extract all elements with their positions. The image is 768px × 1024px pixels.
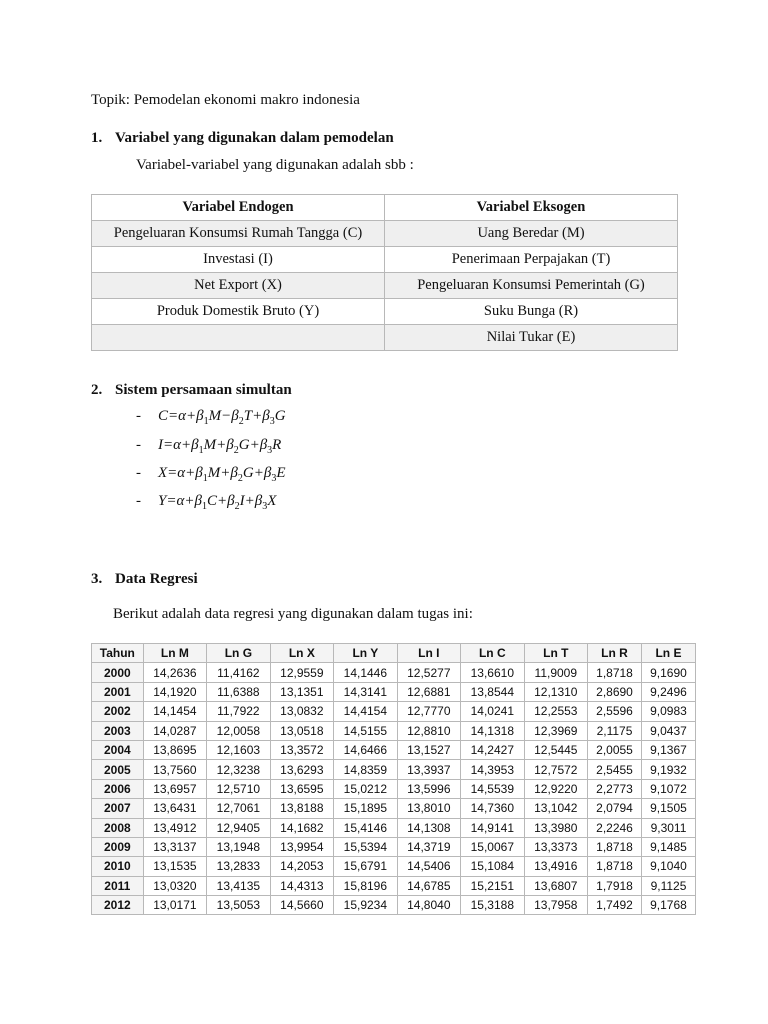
value-cell: 14,3141 [334,682,397,701]
value-cell: 14,4154 [334,702,397,721]
value-cell: 13,7958 [524,896,587,915]
header-tahun: Tahun [92,644,144,663]
table-row [92,682,696,701]
value-cell: 14,1308 [397,818,460,837]
bullet-dash: - [136,465,141,481]
header-column: Ln C [461,644,524,663]
year-cell: 2001 [92,682,144,701]
year-cell: 2002 [92,702,144,721]
value-cell: 2,8690 [588,682,642,701]
value-cell: 13,6293 [270,760,333,779]
value-cell: 14,2053 [270,857,333,876]
value-cell: 13,6595 [270,779,333,798]
eksogen-cell: Nilai Tukar (E) [385,325,678,351]
section-2-number: 2. [91,382,103,398]
value-cell: 14,5155 [334,721,397,740]
table-row [92,702,696,721]
value-cell: 14,0241 [461,702,524,721]
variables-table [91,194,678,351]
section-1-intro: Variabel-variabel yang digunakan adalah sbb : [136,157,414,173]
value-cell: 13,1948 [207,837,270,856]
year-cell: 2006 [92,779,144,798]
year-cell: 2011 [92,876,144,895]
value-cell: 9,1768 [641,896,695,915]
value-cell: 12,1310 [524,682,587,701]
year-cell: 2005 [92,760,144,779]
table-row [92,799,696,818]
table-row [92,760,696,779]
value-cell: 2,5596 [588,702,642,721]
value-cell: 2,0794 [588,799,642,818]
value-cell: 14,2636 [143,663,206,682]
table-row [92,299,678,325]
header-column: Ln X [270,644,333,663]
value-cell: 2,1175 [588,721,642,740]
endogen-cell: Net Export (X) [92,273,385,299]
section-3-title: Data Regresi [115,571,198,587]
value-cell: 15,3188 [461,896,524,915]
value-cell: 12,6881 [397,682,460,701]
value-cell: 15,8196 [334,876,397,895]
table-row [92,273,678,299]
endogen-cell: Produk Domestik Bruto (Y) [92,299,385,325]
value-cell: 12,9220 [524,779,587,798]
value-cell: 9,2496 [641,682,695,701]
eksogen-cell: Suku Bunga (R) [385,299,678,325]
value-cell: 13,0320 [143,876,206,895]
value-cell: 9,3011 [641,818,695,837]
value-cell: 12,7770 [397,702,460,721]
value-cell: 13,8695 [143,740,206,759]
value-cell: 12,9405 [207,818,270,837]
value-cell: 11,4162 [207,663,270,682]
value-cell: 12,1603 [207,740,270,759]
table-row [92,740,696,759]
value-cell: 13,0171 [143,896,206,915]
value-cell: 14,7360 [461,799,524,818]
value-cell: 9,0983 [641,702,695,721]
section-3-number: 3. [91,571,103,587]
value-cell: 13,2833 [207,857,270,876]
value-cell: 14,5406 [397,857,460,876]
value-cell: 14,5539 [461,779,524,798]
value-cell: 13,6431 [143,799,206,818]
value-cell: 14,8040 [397,896,460,915]
eksogen-cell: Pengeluaran Konsumsi Pemerintah (G) [385,273,678,299]
value-cell: 14,8359 [334,760,397,779]
value-cell: 14,0287 [143,721,206,740]
value-cell: 14,1446 [334,663,397,682]
value-cell: 15,4146 [334,818,397,837]
table-row [92,857,696,876]
value-cell: 15,5394 [334,837,397,856]
year-cell: 2007 [92,799,144,818]
value-cell: 9,1367 [641,740,695,759]
table-row [92,663,696,682]
value-cell: 14,1454 [143,702,206,721]
value-cell: 12,7061 [207,799,270,818]
value-cell: 15,1895 [334,799,397,818]
value-cell: 14,1682 [270,818,333,837]
value-cell: 14,1318 [461,721,524,740]
table-row [92,896,696,915]
value-cell: 13,3980 [524,818,587,837]
value-cell: 13,7560 [143,760,206,779]
header-column: Ln G [207,644,270,663]
table-row [92,221,678,247]
table-row [92,837,696,856]
endogen-cell: Pengeluaran Konsumsi Rumah Tangga (C) [92,221,385,247]
year-cell: 2000 [92,663,144,682]
value-cell: 1,7918 [588,876,642,895]
year-cell: 2010 [92,857,144,876]
section-1-title: Variabel yang digunakan dalam pemodelan [115,130,394,146]
year-cell: 2012 [92,896,144,915]
value-cell: 9,1485 [641,837,695,856]
header-eksogen: Variabel Eksogen [385,195,678,221]
year-cell: 2004 [92,740,144,759]
value-cell: 12,3238 [207,760,270,779]
value-cell: 13,4916 [524,857,587,876]
eksogen-cell: Penerimaan Perpajakan (T) [385,247,678,273]
value-cell: 14,3719 [397,837,460,856]
value-cell: 9,0437 [641,721,695,740]
value-cell: 2,2773 [588,779,642,798]
value-cell: 13,8010 [397,799,460,818]
table-row [92,325,678,351]
topic-line: Topik: Pemodelan ekonomi makro indonesia [91,92,360,108]
value-cell: 9,1040 [641,857,695,876]
value-cell: 2,5455 [588,760,642,779]
value-cell: 12,7572 [524,760,587,779]
value-cell: 12,0058 [207,721,270,740]
table-row [92,247,678,273]
bullet-dash: - [136,437,141,453]
value-cell: 9,1125 [641,876,695,895]
value-cell: 15,1084 [461,857,524,876]
value-cell: 11,9009 [524,663,587,682]
value-cell: 14,1920 [143,682,206,701]
header-column: Ln E [641,644,695,663]
value-cell: 11,7922 [207,702,270,721]
value-cell: 13,3572 [270,740,333,759]
value-cell: 2,2246 [588,818,642,837]
value-cell: 13,3373 [524,837,587,856]
table-row [92,818,696,837]
endogen-cell: Investasi (I) [92,247,385,273]
value-cell: 14,6466 [334,740,397,759]
value-cell: 13,1535 [143,857,206,876]
equation-consumption: - $C=\alpha+\beta_1M-\beta_2T+\beta_3G$ [136,408,286,427]
value-cell: 2,0055 [588,740,642,759]
table-row [92,721,696,740]
section-1-heading [91,130,394,147]
bullet-dash: - [136,408,141,424]
value-cell: 13,8544 [461,682,524,701]
equation-net-export: - $X=\alpha+\beta_1M+\beta_2G+\beta_3E$ [136,465,286,484]
value-cell: 13,4135 [207,876,270,895]
value-cell: 12,5277 [397,663,460,682]
year-cell: 2009 [92,837,144,856]
value-cell: 12,5710 [207,779,270,798]
header-column: Ln T [524,644,587,663]
section-3-intro: Berikut adalah data regresi yang digunakan dalam tugas ini: [113,606,473,622]
table-row [92,779,696,798]
value-cell: 12,9559 [270,663,333,682]
value-cell: 1,8718 [588,663,642,682]
value-cell: 13,0518 [270,721,333,740]
section-2-title: Sistem persamaan simultan [115,382,292,398]
value-cell: 12,5445 [524,740,587,759]
regression-header-row [92,644,696,663]
value-cell: 13,1351 [270,682,333,701]
equation-investment: - $I=\alpha+\beta_1M+\beta_2G+\beta_3R$ [136,437,282,456]
section-2-heading [91,382,292,399]
section-3-heading [91,571,198,588]
value-cell: 1,7492 [588,896,642,915]
value-cell: 13,3937 [397,760,460,779]
year-cell: 2008 [92,818,144,837]
header-column: Ln R [588,644,642,663]
equation-gdp: - $Y=\alpha+\beta_1C+\beta_2I+\beta_3X$ [136,493,277,512]
value-cell: 13,6807 [524,876,587,895]
value-cell: 15,0067 [461,837,524,856]
value-cell: 15,9234 [334,896,397,915]
value-cell: 13,3137 [143,837,206,856]
value-cell: 13,6957 [143,779,206,798]
table-row [92,876,696,895]
value-cell: 15,6791 [334,857,397,876]
value-cell: 1,8718 [588,857,642,876]
value-cell: 13,8188 [270,799,333,818]
value-cell: 9,1690 [641,663,695,682]
year-cell: 2003 [92,721,144,740]
header-column: Ln I [397,644,460,663]
variables-table-header-row [92,195,678,221]
value-cell: 14,9141 [461,818,524,837]
value-cell: 14,3953 [461,760,524,779]
regression-data-table [91,643,696,915]
bullet-dash: - [136,493,141,509]
section-1-number: 1. [91,130,103,146]
value-cell: 14,4313 [270,876,333,895]
value-cell: 13,9954 [270,837,333,856]
header-column: Ln M [143,644,206,663]
value-cell: 13,5053 [207,896,270,915]
value-cell: 9,1505 [641,799,695,818]
value-cell: 12,3969 [524,721,587,740]
value-cell: 13,1042 [524,799,587,818]
value-cell: 13,6610 [461,663,524,682]
value-cell: 15,0212 [334,779,397,798]
value-cell: 13,4912 [143,818,206,837]
value-cell: 9,1932 [641,760,695,779]
value-cell: 12,2553 [524,702,587,721]
header-endogen: Variabel Endogen [92,195,385,221]
value-cell: 14,2427 [461,740,524,759]
value-cell: 14,6785 [397,876,460,895]
value-cell: 12,8810 [397,721,460,740]
value-cell: 13,1527 [397,740,460,759]
endogen-cell [92,325,385,351]
value-cell: 11,6388 [207,682,270,701]
value-cell: 13,0832 [270,702,333,721]
value-cell: 14,5660 [270,896,333,915]
value-cell: 9,1072 [641,779,695,798]
value-cell: 1,8718 [588,837,642,856]
header-column: Ln Y [334,644,397,663]
value-cell: 13,5996 [397,779,460,798]
value-cell: 15,2151 [461,876,524,895]
eksogen-cell: Uang Beredar (M) [385,221,678,247]
